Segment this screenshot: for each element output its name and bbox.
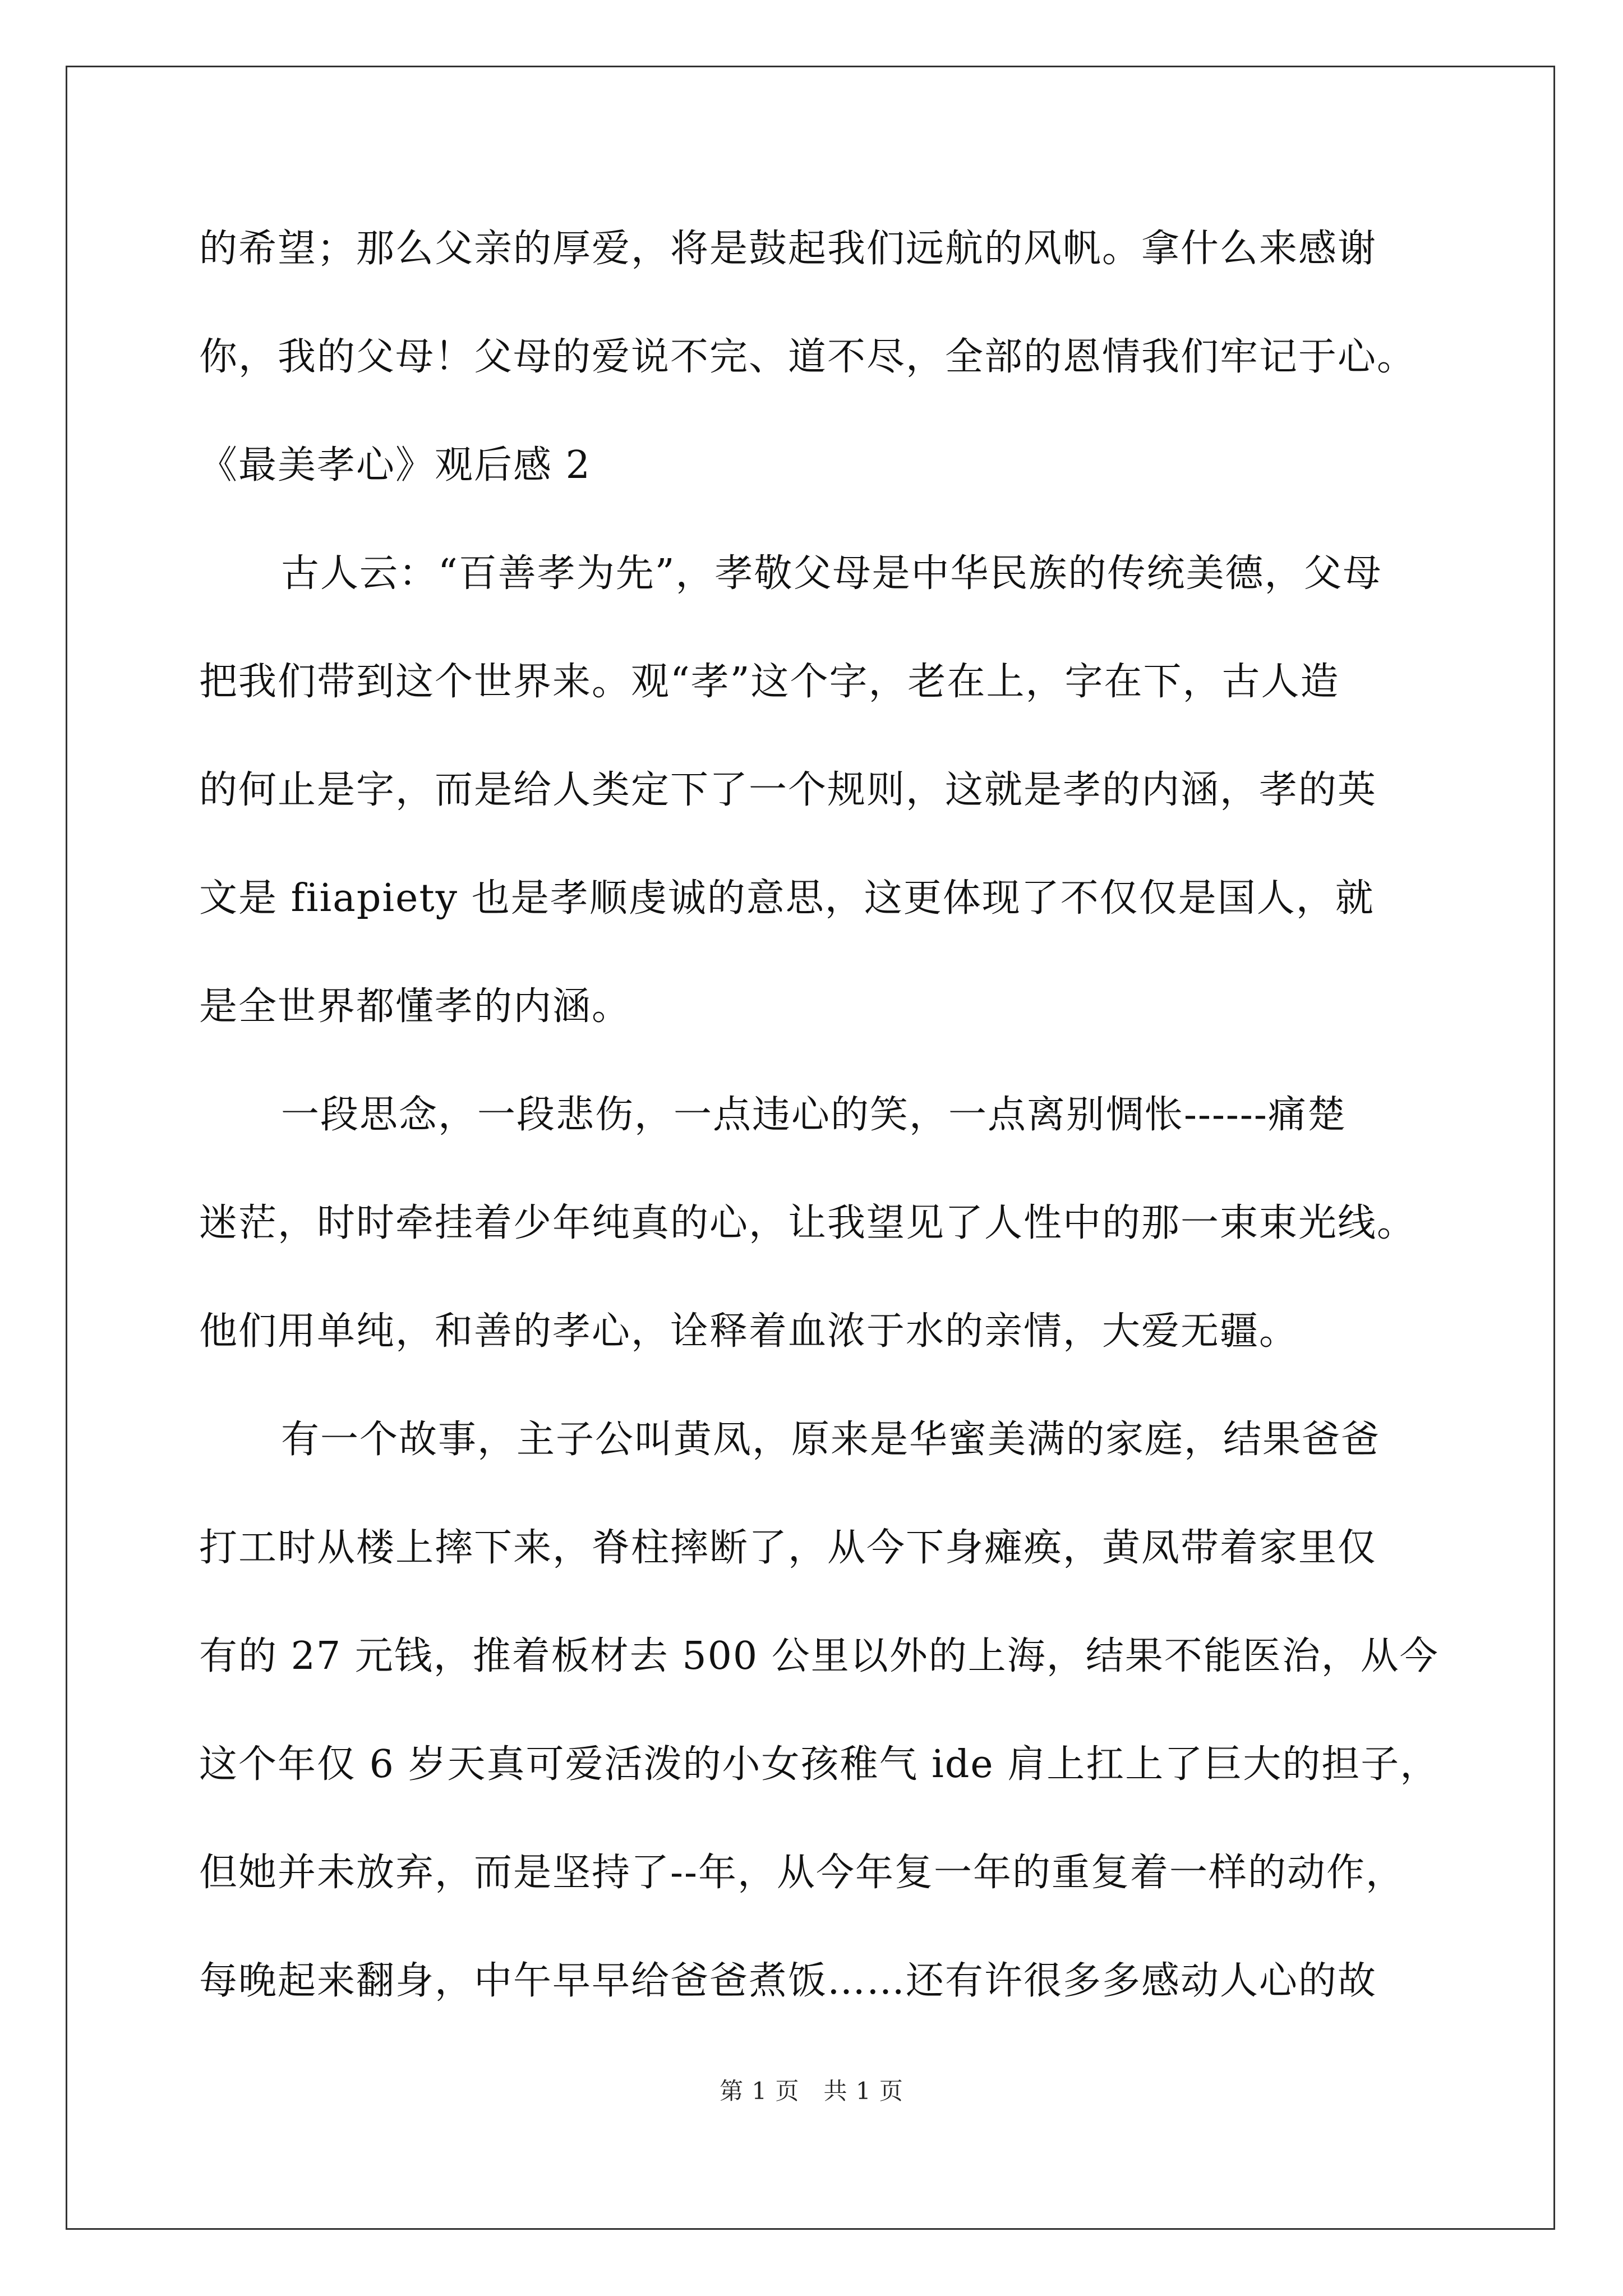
text-line: 迷茫，时时牵挂着少年纯真的心，让我望见了人性中的那一束束光线。 [199,1201,1417,1245]
text-line: 但她并未放弃，而是坚持了--年，从今年复一年的重复着一样的动作， [199,1851,1405,1895]
text-line: 有的 27 元钱，推着板材去 500 公里以外的上海，结果不能医治，从今 [199,1634,1439,1678]
text-line: 的希望；那么父亲的厚爱，将是鼓起我们远航的风帆。拿什么来感谢 [199,227,1377,271]
text-line: 打工时从楼上摔下来，脊柱摔断了，从今下身瘫痪，黄凤带着家里仅 [199,1526,1377,1570]
text-line: 他们用单纯，和善的孝心，诠释着血浓于水的亲情，大爱无疆。 [199,1309,1299,1354]
text-line: 文是 fiiapiety 也是孝顺虔诚的意思，这更体现了不仅仅是国人，就 [199,876,1375,921]
paragraph-start-line: 一段思念，一段悲伤，一点违心的笑，一点离别惆怅------痛楚 [281,1093,1347,1137]
text-line: 的何止是字，而是给人类定下了一个规则，这就是孝的内涵，孝的英 [199,768,1377,812]
paragraph-start-line: 有一个故事，主子公叫黄凤，原来是华蜜美满的家庭，结果爸爸 [281,1418,1381,1462]
text-line: 是全世界都懂孝的内涵。 [199,984,631,1029]
text-line: 这个年仅 6 岁天真可爱活泼的小女孩稚气 ide 肩上扛上了巨大的担子， [199,1742,1440,1787]
text-line: 你，我的父母！父母的爱说不完、道不尽，全部的恩情我们牢记于心。 [199,335,1417,379]
text-line: 把我们带到这个世界来。观“孝”这个字，老在上，字在下，古人造 [199,660,1340,704]
paragraph-start-line: 古人云：“百善孝为先”，孝敬父母是中华民族的传统美德，父母 [281,551,1382,596]
section-heading: 《最美孝心》观后感 2 [199,443,591,487]
text-line: 每晚起来翻身，中午早早给爸爸煮饭……还有许很多多感动人心的故 [199,1959,1377,2003]
page-footer: 第 1 页 共 1 页 [720,2077,903,2105]
document-body [199,222,1440,2062]
